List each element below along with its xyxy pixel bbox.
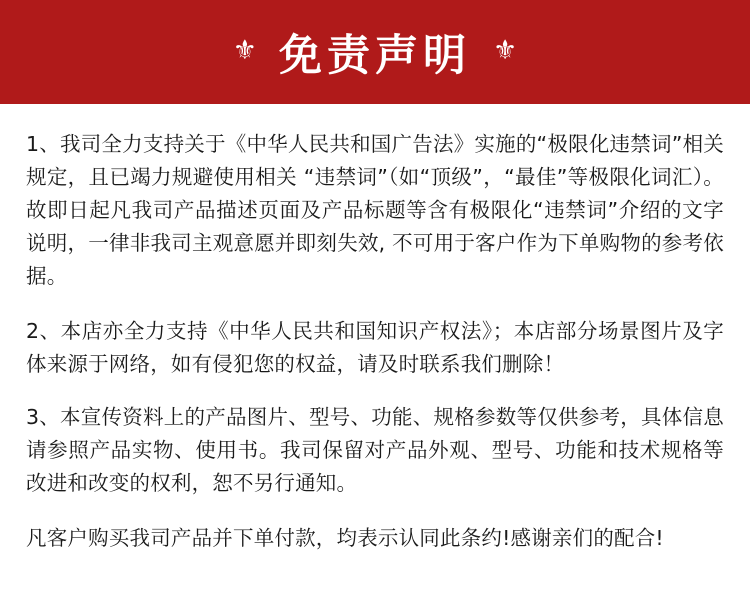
disclaimer-paragraph-2: 2、本店亦全力支持《中华人民共和国知识产权法》；本店部分场景图片及字体来源于网络，如有侵犯您的权益，请及时联系我们删除！ <box>26 319 724 376</box>
disclaimer-header-banner <box>0 0 750 104</box>
disclaimer-paragraph-3: 3、本宣传资料上的产品图片、型号、功能、规格参数等仅供参考，具体信息请参照产品实物、使用书。我司保留对产品外观、型号、功能和技术规格等改进和改变的权利，恕不另行通知。 <box>26 405 724 495</box>
disclaimer-body <box>0 104 750 565</box>
disclaimer-paragraph-1: 1、我司全力支持关于《中华人民共和国广告法》实施的“极限化违禁词”相关规定，且已竭力规避使用相关 “违禁词”（如“顶级”，“最佳”等极限化词汇）。故即日起凡我司产品描述页面及产品标题等含有极限化“违禁词”介绍的文字说明，一律非我司主观意愿并即刻失效, 不可用于客户作为下单购物的参考依据。 <box>26 132 724 288</box>
fleur-de-lis-right-icon: ⚜ <box>493 34 518 66</box>
fleur-de-lis-left-icon: ⚜ <box>232 34 257 66</box>
page-title: 免责声明 <box>279 30 471 81</box>
disclaimer-agreement-note: 凡客户购买我司产品并下单付款，均表示认同此条约!感谢亲们的配合! <box>26 526 664 550</box>
header-inner <box>233 22 517 83</box>
